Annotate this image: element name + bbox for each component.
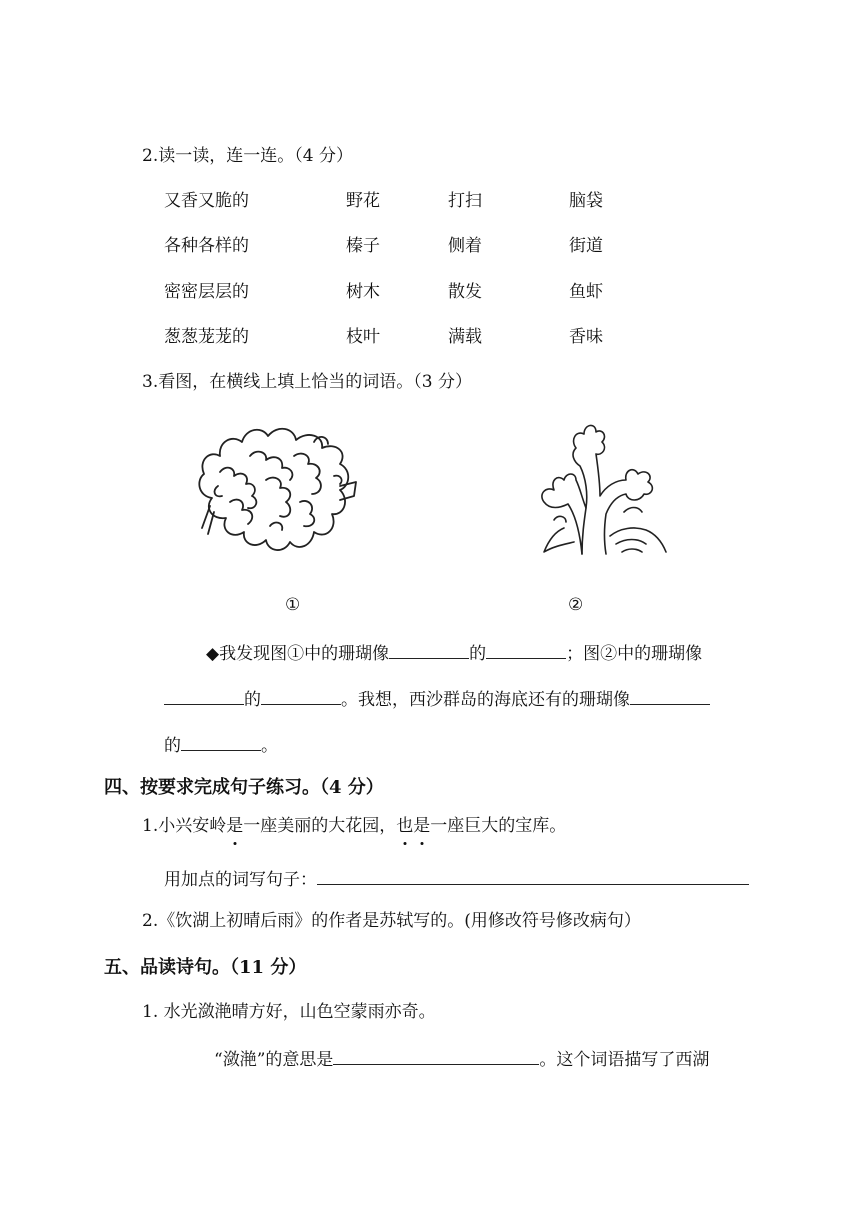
s5-q-text-b: 。这个词语描写了西湖 <box>539 1050 710 1070</box>
sentence-answer-line[interactable] <box>317 869 749 885</box>
blank-6[interactable] <box>181 735 261 751</box>
meaning-answer-line[interactable] <box>333 1049 539 1065</box>
s4-prompt: 用加点的词写句子： <box>164 870 317 890</box>
q3-text-1a: ◆我发现图①中的珊瑚像 <box>206 644 390 664</box>
q3-fill-line-2 <box>164 689 710 709</box>
match-noun-1: 榛子 <box>346 236 380 256</box>
q3-text-1b: 的 <box>469 644 487 664</box>
s4-item-2: 2.《饮湖上初晴后雨》的作者是苏轼写的。(用修改符号修改病句） <box>142 911 641 931</box>
q3-text-1c: ；图②中的珊瑚像 <box>566 644 703 664</box>
s5-item-1-question <box>214 1049 709 1069</box>
blank-3[interactable] <box>164 689 244 705</box>
match-left-1: 各种各样的 <box>164 236 249 256</box>
figure-2-label: ② <box>568 595 584 615</box>
blank-2[interactable] <box>486 643 566 659</box>
q3-text-2a: 的 <box>244 690 261 710</box>
dotted-word-shi-1: 是 <box>226 816 244 836</box>
coral-figure-1 <box>190 416 368 564</box>
q2-heading: 2.读一读，连一连。（4 分） <box>142 146 353 166</box>
match-left-2: 密密层层的 <box>164 282 249 302</box>
s4-item-1-pre: 1.小兴安岭 <box>142 816 227 836</box>
coral-figure-2 <box>524 416 676 564</box>
s4-item-1-mid: 一座美丽的大花园， <box>243 816 397 836</box>
s5-item-1: 1. 水光潋滟晴方好，山色空蒙雨亦奇。 <box>142 1002 436 1022</box>
s5-q-text-a: “潋滟”的意思是 <box>214 1050 334 1070</box>
section-4-heading: 四、按要求完成句子练习。（4 分） <box>104 777 384 798</box>
match-object-1: 街道 <box>569 236 603 256</box>
blank-4[interactable] <box>261 689 341 705</box>
blank-5[interactable] <box>630 689 710 705</box>
blank-1[interactable] <box>389 643 469 659</box>
match-noun-2: 树木 <box>346 282 380 302</box>
dotted-word-shi-2: 是 <box>413 816 431 836</box>
figure-1-label: ① <box>285 595 301 615</box>
section-5-heading: 五、品读诗句。（11 分） <box>104 957 307 978</box>
match-noun-3: 枝叶 <box>346 327 380 347</box>
match-object-0: 脑袋 <box>569 191 603 211</box>
s4-item-1-post: 一座巨大的宝库。 <box>430 816 567 836</box>
q3-text-3b: 。 <box>261 736 278 756</box>
q3-text-2b: 。我想，西沙群岛的海底还有的珊瑚像 <box>341 690 630 710</box>
match-object-3: 香味 <box>569 327 603 347</box>
q3-fill-line-1 <box>206 643 702 663</box>
match-verb-1: 侧着 <box>448 236 482 256</box>
q3-fill-line-3 <box>164 735 278 755</box>
match-noun-0: 野花 <box>346 191 380 211</box>
s4-item-1 <box>142 818 566 835</box>
dotted-word-ye: 也 <box>396 816 414 836</box>
match-verb-2: 散发 <box>448 282 482 302</box>
match-verb-0: 打扫 <box>448 191 482 211</box>
match-object-2: 鱼虾 <box>569 282 603 302</box>
q3-heading: 3.看图，在横线上填上恰当的词语。（3 分） <box>142 372 472 392</box>
match-verb-3: 满载 <box>448 327 482 347</box>
match-left-3: 葱葱茏茏的 <box>164 327 249 347</box>
match-left-0: 又香又脆的 <box>164 191 249 211</box>
s4-item-1-answer <box>164 869 749 889</box>
q3-text-3a: 的 <box>164 736 181 756</box>
